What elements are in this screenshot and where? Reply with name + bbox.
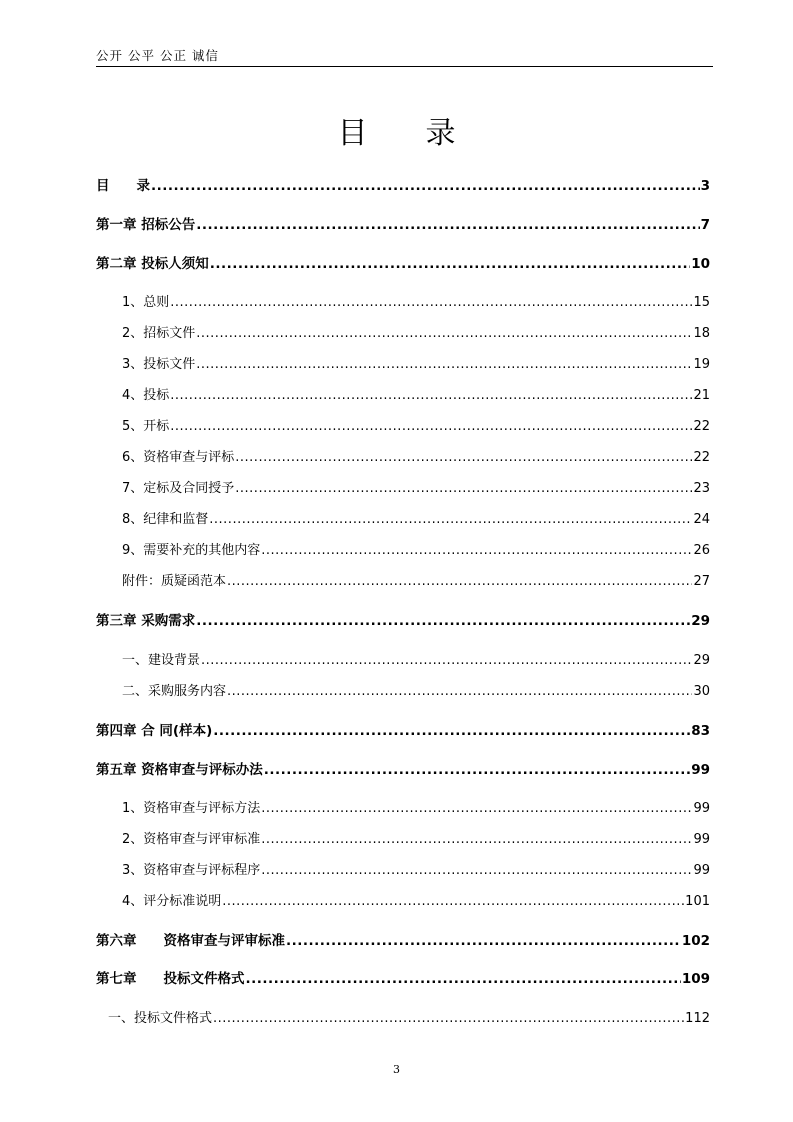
toc-leader <box>201 653 692 668</box>
toc-entry-page: 7 <box>700 217 710 233</box>
toc-entry-page: 102 <box>681 933 710 949</box>
toc-entry-page: 99 <box>693 863 710 878</box>
toc-entry-page: 15 <box>693 295 710 310</box>
toc-entry-text: 附件：质疑函范本 <box>122 574 227 589</box>
toc-entry-page: 21 <box>693 388 710 403</box>
toc-entry-page: 99 <box>691 762 710 778</box>
toc-leader <box>227 574 692 589</box>
toc-entry-text: 第五章 资格审查与评标办法 <box>96 762 263 778</box>
toc-leader <box>210 256 691 272</box>
toc-leader <box>209 512 692 527</box>
toc-entry[interactable] <box>96 609 710 629</box>
toc-entry[interactable] <box>122 570 710 589</box>
toc-entry[interactable] <box>122 539 710 558</box>
toc-leader <box>286 933 681 949</box>
toc-entry[interactable] <box>122 649 710 668</box>
toc-entry[interactable] <box>122 508 710 527</box>
toc-leader <box>170 295 692 310</box>
toc-entry[interactable] <box>122 797 710 816</box>
toc-entry-text: 一、投标文件格式 <box>108 1011 213 1026</box>
toc-entry[interactable] <box>108 1007 710 1026</box>
toc-entry-page: 3 <box>700 178 710 194</box>
toc-entry[interactable] <box>96 252 710 272</box>
toc-entry-page: 83 <box>691 723 710 739</box>
toc-leader <box>227 684 692 699</box>
toc-leader <box>264 762 691 778</box>
toc-entry[interactable] <box>122 828 710 847</box>
toc-entry[interactable] <box>122 291 710 310</box>
toc-entry-page: 23 <box>693 481 710 496</box>
toc-entry-page: 22 <box>693 450 710 465</box>
toc-leader <box>261 543 692 558</box>
toc-entry-text: 1、总则 <box>122 295 170 310</box>
toc-entry[interactable] <box>122 680 710 699</box>
toc-entry-text: 第一章 招标公告 <box>96 217 196 233</box>
toc-entry-text: 第六章 资格审查与评审标准 <box>96 933 285 949</box>
toc-title <box>0 108 793 152</box>
toc-title-char-2: 录 <box>425 116 456 151</box>
toc-entry-page: 18 <box>693 326 710 341</box>
toc-entry[interactable] <box>96 967 710 987</box>
toc-entry-text: 一、建设背景 <box>122 653 201 668</box>
toc-entry-text: 3、投标文件 <box>122 357 196 372</box>
toc-entry[interactable] <box>96 213 710 233</box>
toc-entry-page: 112 <box>685 1011 710 1026</box>
toc-entry-text: 第七章 投标文件格式 <box>96 971 245 987</box>
toc-entry-text: 9、需要补充的其他内容 <box>122 543 261 558</box>
toc-entry[interactable] <box>96 174 710 194</box>
toc-entry-page: 30 <box>693 684 710 699</box>
toc-entry-text: 第二章 投标人须知 <box>96 256 209 272</box>
toc-leader <box>151 178 700 194</box>
toc-entry-page: 26 <box>693 543 710 558</box>
toc-entry-text: 2、资格审查与评审标准 <box>122 832 261 847</box>
toc-entry-text: 5、开标 <box>122 419 170 434</box>
toc-entry-page: 109 <box>681 971 710 987</box>
toc-entry[interactable] <box>96 719 710 739</box>
toc-entry-text: 3、资格审查与评标程序 <box>122 863 261 878</box>
toc-entry[interactable] <box>96 929 710 949</box>
toc-leader <box>235 481 692 496</box>
toc-leader <box>222 894 684 909</box>
toc-entry-page: 99 <box>693 832 710 847</box>
toc-entry-text: 7、定标及合同授予 <box>122 481 235 496</box>
toc-entry[interactable] <box>122 890 710 909</box>
toc-entry-page: 101 <box>685 894 710 909</box>
toc-entry[interactable] <box>122 415 710 434</box>
toc-leader <box>170 388 692 403</box>
page-number: 3 <box>393 1063 400 1076</box>
toc-entry-page: 24 <box>693 512 710 527</box>
toc-entry-text: 第四章 合 同(样本) <box>96 723 213 739</box>
toc-leader <box>261 832 692 847</box>
toc-leader <box>196 326 692 341</box>
toc-entry[interactable] <box>122 477 710 496</box>
toc-entry-text: 目 录 <box>96 178 150 194</box>
header-motto: 公开 公平 公正 诚信 <box>96 48 219 63</box>
toc-entry-page: 99 <box>693 801 710 816</box>
toc-leader <box>235 450 692 465</box>
toc-entry[interactable] <box>122 384 710 403</box>
toc-entry-text: 二、采购服务内容 <box>122 684 227 699</box>
toc-leader <box>213 723 690 739</box>
toc-leader <box>246 971 681 987</box>
toc-leader <box>196 613 690 629</box>
toc-leader <box>196 357 692 372</box>
toc-leader <box>213 1011 684 1026</box>
toc-leader <box>170 419 692 434</box>
toc-leader <box>261 863 692 878</box>
toc-entry-text: 6、资格审查与评标 <box>122 450 235 465</box>
toc-entry-text: 1、资格审查与评标方法 <box>122 801 261 816</box>
page-header <box>96 44 713 67</box>
toc-title-char-1: 目 <box>337 116 368 151</box>
toc-entry-text: 8、纪律和监督 <box>122 512 209 527</box>
toc-entry[interactable] <box>122 322 710 341</box>
toc-entry-text: 第三章 采购需求 <box>96 613 196 629</box>
toc-entry[interactable] <box>122 353 710 372</box>
toc-entry-text: 4、评分标准说明 <box>122 894 222 909</box>
toc-entry[interactable] <box>96 758 710 778</box>
toc-entry-text: 4、投标 <box>122 388 170 403</box>
toc-entry-page: 27 <box>693 574 710 589</box>
toc-entry-page: 10 <box>691 256 710 272</box>
toc-leader <box>261 801 692 816</box>
toc-entry[interactable] <box>122 859 710 878</box>
toc-entry[interactable] <box>122 446 710 465</box>
toc-entry-page: 19 <box>693 357 710 372</box>
toc-entry-page: 29 <box>691 613 710 629</box>
toc-entry-text: 2、招标文件 <box>122 326 196 341</box>
toc-entry-page: 29 <box>693 653 710 668</box>
toc-entry-page: 22 <box>693 419 710 434</box>
toc-leader <box>196 217 699 233</box>
